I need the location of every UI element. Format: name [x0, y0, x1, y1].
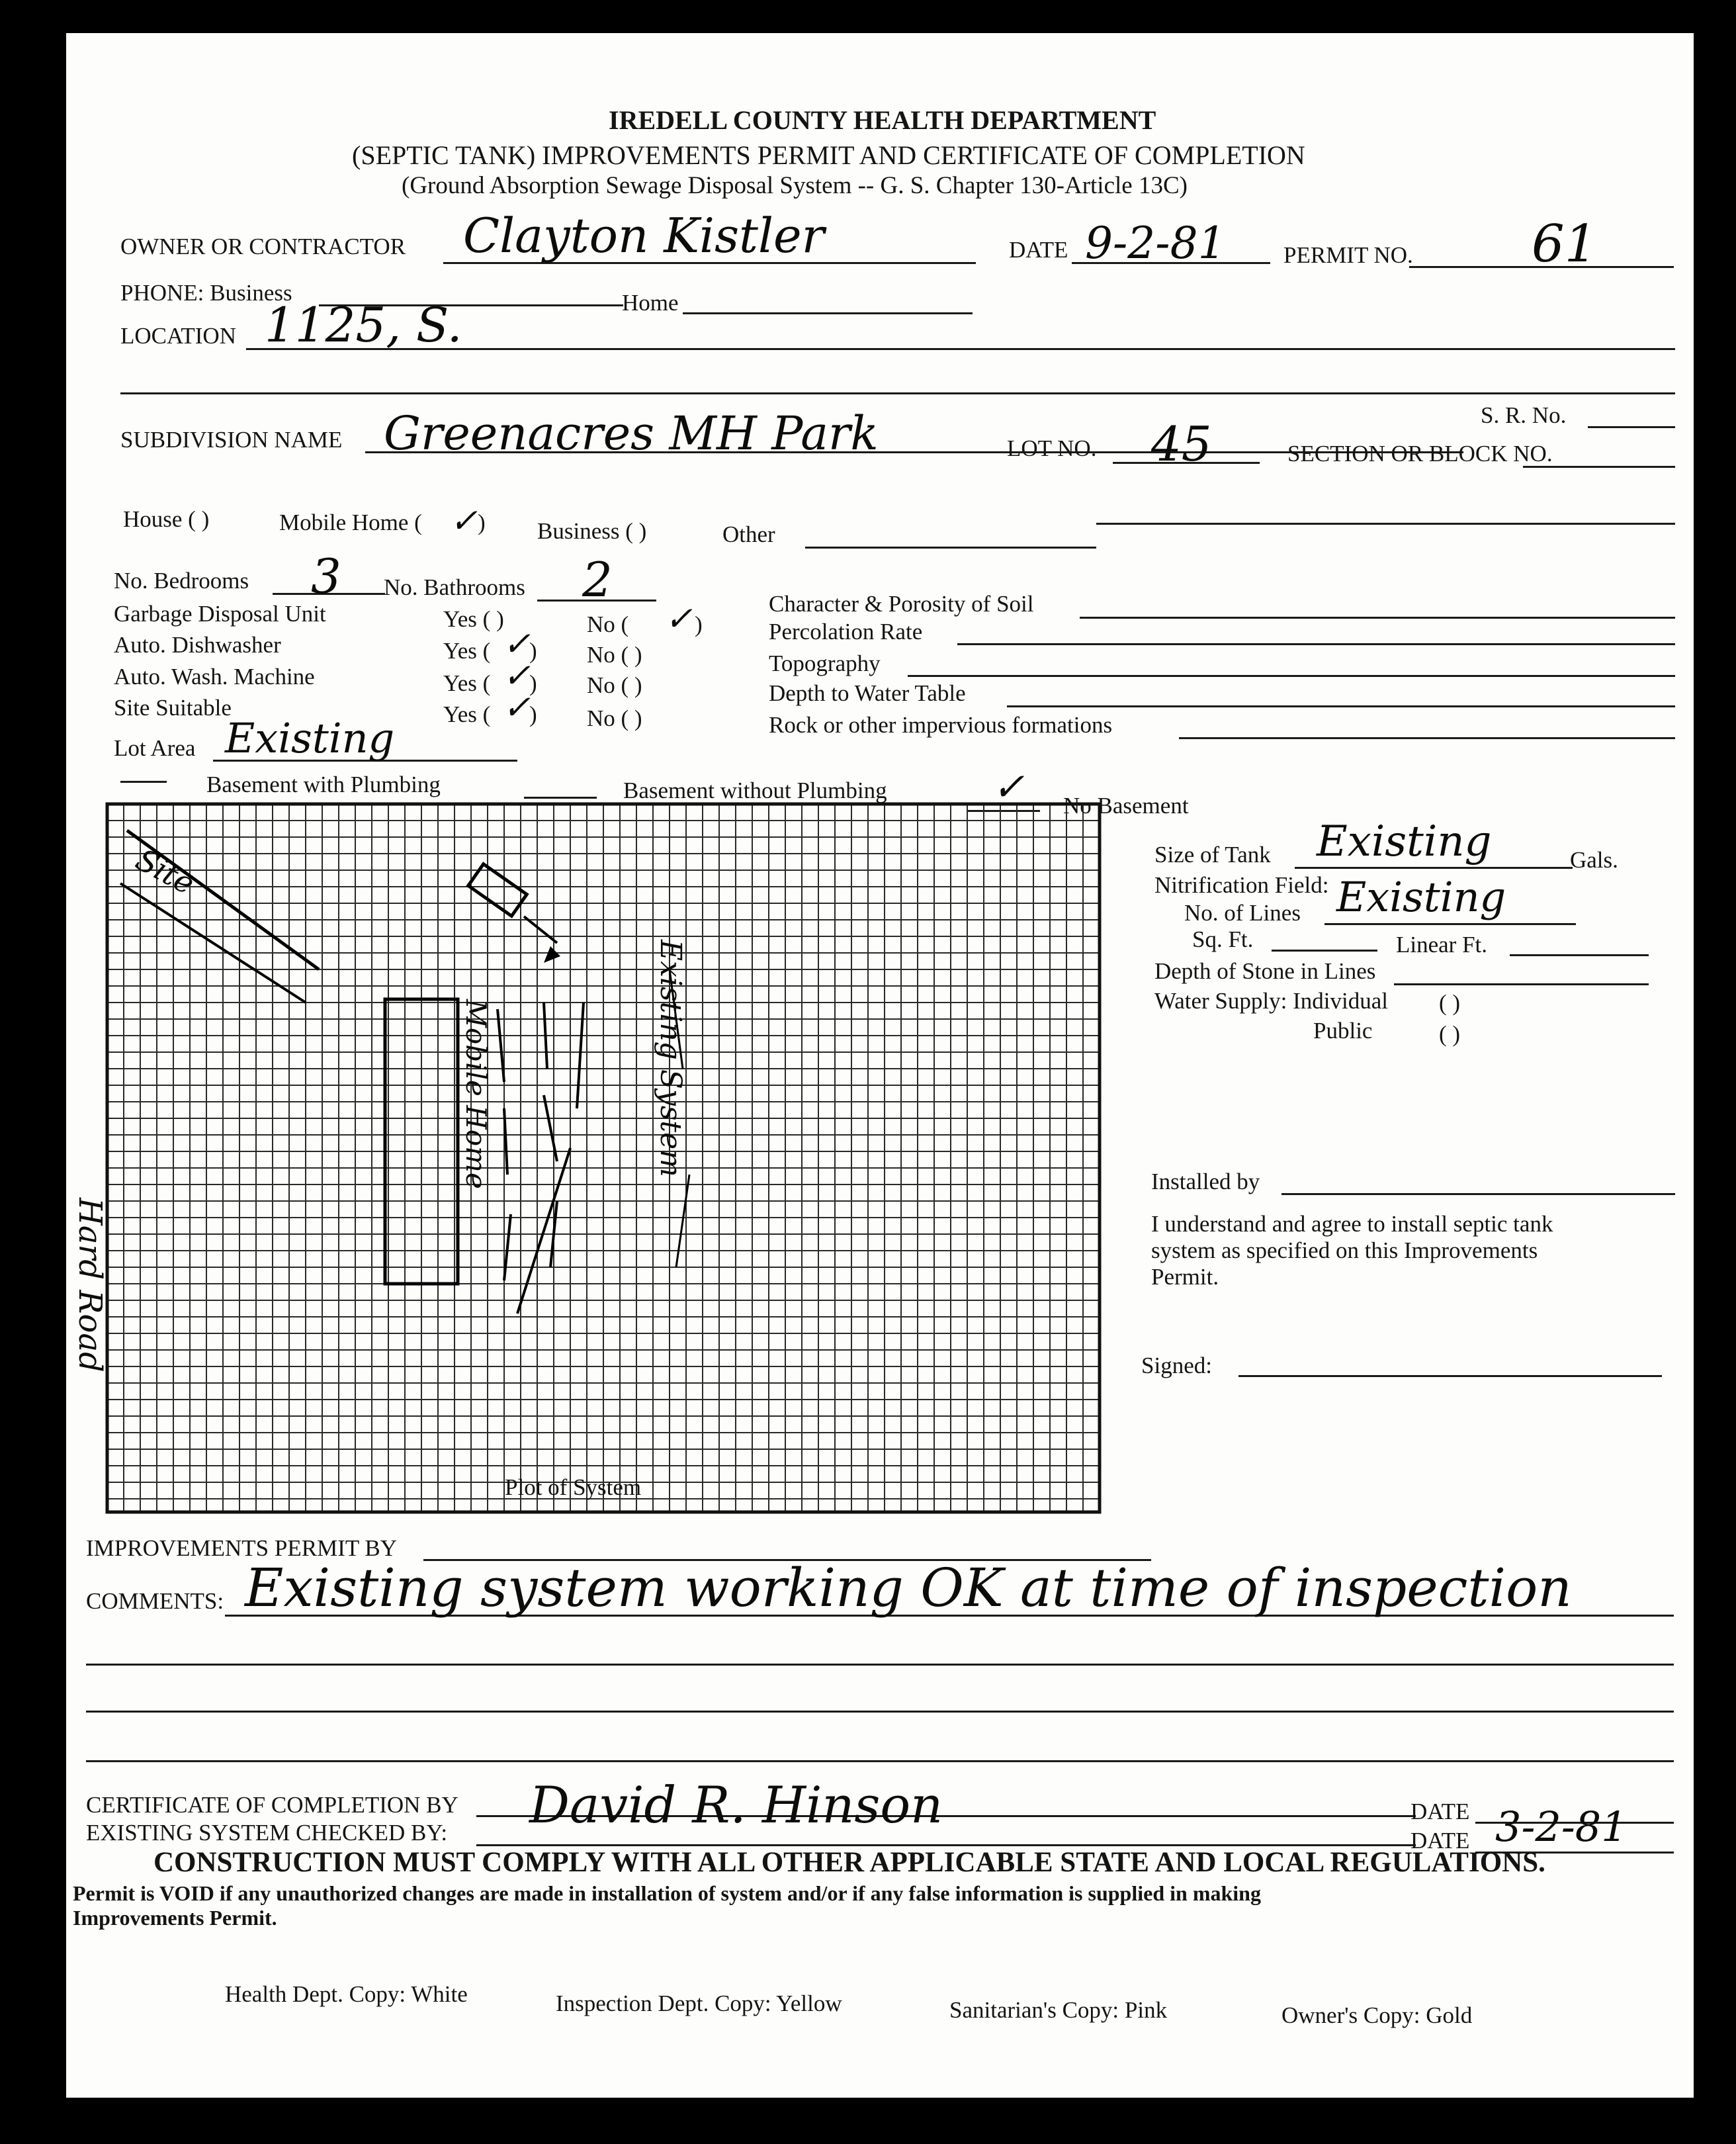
garbage-no-close: ): [695, 611, 703, 637]
location-value: 1125, S.: [265, 297, 462, 353]
date-label: DATE: [1009, 237, 1068, 263]
form-subtitle: (SEPTIC TANK) IMPROVEMENTS PERMIT AND CERTIFICATE OF COMPLETION: [352, 140, 1305, 170]
section-block-line: [1523, 466, 1675, 468]
comments-line-4: [86, 1760, 1674, 1762]
rock-line: [1179, 737, 1675, 739]
wash-machine-label: Auto. Wash. Machine: [114, 664, 315, 690]
location-label: LOCATION: [120, 323, 236, 349]
house-label: House ( ): [123, 506, 210, 532]
water-public-box: ( ): [1439, 1021, 1461, 1047]
no-lines-line: [1324, 923, 1576, 925]
basement-with-label: Basement with Plumbing: [206, 772, 441, 797]
basement-without-label: Basement without Plumbing: [623, 778, 887, 803]
lot-no-label: LOT NO.: [1007, 435, 1097, 461]
character-soil-label: Character & Porosity of Soil: [769, 591, 1034, 617]
wash-machine-yes-check: ✓: [503, 656, 531, 695]
bathrooms-value: 2: [582, 552, 613, 607]
lot-area-value: Existing: [225, 714, 395, 762]
installed-by-line: [1281, 1193, 1675, 1195]
perc-rate-label: Percolation Rate: [769, 619, 923, 645]
form-statute: (Ground Absorption Sewage Disposal System -- G. S. Chapter 130-Article 13C): [402, 172, 1188, 199]
checked-by-label: EXISTING SYSTEM CHECKED BY:: [86, 1820, 448, 1846]
tank-size-value: Existing: [1317, 817, 1492, 866]
sketch-tank-box: [468, 864, 527, 916]
dishwasher-label: Auto. Dishwasher: [114, 632, 281, 658]
sqft-line: [1272, 950, 1377, 952]
signed-line: [1238, 1375, 1662, 1377]
owner-label: OWNER OR CONTRACTOR: [120, 234, 406, 259]
site-suitable-yes-check: ✓: [503, 688, 531, 727]
dishwasher-yes: Yes (: [443, 638, 491, 664]
dwelling-line-right: [1096, 523, 1675, 525]
comments-line-3: [86, 1711, 1674, 1713]
sketch-corner-line-2: [120, 883, 306, 1003]
location-line-2: [120, 392, 1675, 394]
character-soil-line: [1080, 617, 1675, 619]
rock-label: Rock or other impervious formations: [769, 712, 1113, 738]
sketch-corner: Site: [130, 841, 201, 902]
gals-label: Gals.: [1570, 847, 1618, 873]
sqft-label: Sq. Ft.: [1192, 926, 1254, 952]
signed-label: Signed:: [1141, 1353, 1212, 1378]
section-block-label: SECTION OR BLOCK NO.: [1287, 441, 1553, 467]
owner-value: Clayton Kistler: [463, 208, 825, 263]
no-basement-label: No Basement: [1063, 793, 1189, 819]
other-line: [805, 547, 1096, 549]
subdivision-label: SUBDIVISION NAME: [120, 427, 343, 453]
wash-machine-yes: Yes (: [443, 670, 491, 696]
bathrooms-label: No. Bathrooms: [384, 574, 525, 600]
phone-home-line: [683, 312, 973, 314]
water-table-line: [1007, 705, 1675, 707]
lot-no-value: 45: [1151, 416, 1212, 472]
installed-by-label: Installed by: [1151, 1169, 1260, 1194]
linear-ft-line: [1510, 954, 1649, 956]
bedrooms-value: 3: [311, 549, 341, 604]
void-text-2: Improvements Permit.: [73, 1906, 277, 1930]
subdivision-value: Greenacres MH Park: [384, 406, 879, 461]
plot-caption: Plot of System: [505, 1474, 642, 1500]
water-individual-box: ( ): [1439, 990, 1461, 1016]
garbage-no-check: ✓: [665, 600, 693, 638]
no-basement-check: ✓: [992, 764, 1025, 809]
mobile-home-check: ✓: [450, 502, 478, 540]
plot-grid: [107, 804, 1100, 1512]
nitrification-label: Nitrification Field:: [1154, 872, 1329, 898]
agreement-line-2: system as specified on this Improvements: [1151, 1237, 1538, 1263]
basement-without-line: [524, 797, 597, 799]
checked-by-line: [476, 1844, 1416, 1846]
water-individual-label: Water Supply: Individual: [1154, 988, 1388, 1014]
garbage-label: Garbage Disposal Unit: [114, 601, 326, 627]
stone-depth-label: Depth of Stone in Lines: [1154, 958, 1376, 984]
sketch-arrow: [544, 946, 560, 963]
no-lines-label: No. of Lines: [1184, 900, 1301, 926]
linear-ft-label: Linear Ft.: [1396, 932, 1488, 958]
site-suitable-yes-close: ): [529, 701, 537, 727]
sr-no-label: S. R. No.: [1481, 402, 1567, 428]
copy-owner: Owner's Copy: Gold: [1281, 2002, 1473, 2028]
garbage-yes: Yes ( ): [443, 606, 504, 632]
agreement-line-1: I understand and agree to install septic tank: [1151, 1211, 1553, 1237]
compliance-text: CONSTRUCTION MUST COMPLY WITH ALL OTHER APPLICABLE STATE AND LOCAL REGULATIONS.: [153, 1847, 1545, 1878]
tank-size-line: [1295, 867, 1573, 869]
cert-date-label: DATE: [1410, 1799, 1470, 1824]
bedrooms-label: No. Bedrooms: [114, 568, 249, 594]
mobile-home-close: ): [478, 510, 486, 535]
dishwasher-yes-check: ✓: [503, 625, 531, 663]
comments-line-2: [86, 1664, 1674, 1666]
business-label: Business ( ): [537, 518, 647, 544]
garbage-no: No (: [587, 611, 629, 637]
topography-label: Topography: [769, 650, 881, 676]
permit-no-value: 61: [1532, 214, 1598, 274]
sketch-system-label: Existing System: [654, 940, 687, 1177]
site-suitable-yes: Yes (: [443, 701, 491, 727]
improvements-by-label: IMPROVEMENTS PERMIT BY: [86, 1535, 397, 1561]
copy-sanitarian: Sanitarian's Copy: Pink: [949, 1997, 1168, 2023]
wash-machine-no: No ( ): [587, 672, 642, 698]
completion-date-value: 3-2-81: [1495, 1803, 1628, 1851]
completion-date-label: DATE: [1410, 1828, 1470, 1854]
tank-size-label: Size of Tank: [1154, 842, 1271, 868]
comments-label: COMMENTS:: [86, 1588, 224, 1614]
void-text-1: Permit is VOID if any unauthorized changes are made in installation of system and/or if any false information is supplied in making: [73, 1881, 1261, 1905]
sr-no-line: [1588, 426, 1675, 428]
copy-inspection: Inspection Dept. Copy: Yellow: [556, 1990, 842, 2016]
sketch-structure-label: Mobile Home: [460, 999, 492, 1189]
wash-machine-yes-close: ): [529, 670, 537, 696]
mobile-home-label: Mobile Home (: [279, 510, 422, 535]
basement-with-line: [120, 781, 167, 783]
stone-depth-line: [1394, 983, 1649, 985]
perc-rate-line: [957, 643, 1675, 645]
date-value: 9-2-81: [1085, 218, 1226, 269]
site-suitable-label: Site Suitable: [114, 695, 232, 721]
dishwasher-yes-close: ): [529, 638, 537, 664]
form-title: IREDELL COUNTY HEALTH DEPARTMENT: [609, 105, 1156, 135]
permit-form: [66, 33, 1694, 2098]
copy-health: Health Dept. Copy: White: [225, 1981, 468, 2007]
no-lines-value: Existing: [1336, 873, 1506, 921]
topography-line: [908, 675, 1675, 677]
comments-value: Existing system working OK at time of inspection: [245, 1557, 1572, 1619]
site-suitable-no: No ( ): [587, 705, 642, 731]
cert-by-label: CERTIFICATE OF COMPLETION BY: [86, 1792, 458, 1818]
lot-area-label: Lot Area: [114, 735, 196, 761]
sketch-hard-road: Hard Road: [71, 1198, 108, 1372]
agreement-line-3: Permit.: [1151, 1264, 1219, 1290]
permit-no-label: PERMIT NO.: [1283, 242, 1413, 268]
water-table-label: Depth to Water Table: [769, 680, 966, 706]
home-label: Home: [622, 290, 679, 316]
dishwasher-no: No ( ): [587, 642, 642, 668]
other-label: Other: [722, 521, 775, 547]
phone-label: PHONE: Business: [120, 280, 292, 306]
water-public-label: Public: [1313, 1018, 1373, 1044]
checked-by-signature: David R. Hinson: [529, 1775, 943, 1834]
